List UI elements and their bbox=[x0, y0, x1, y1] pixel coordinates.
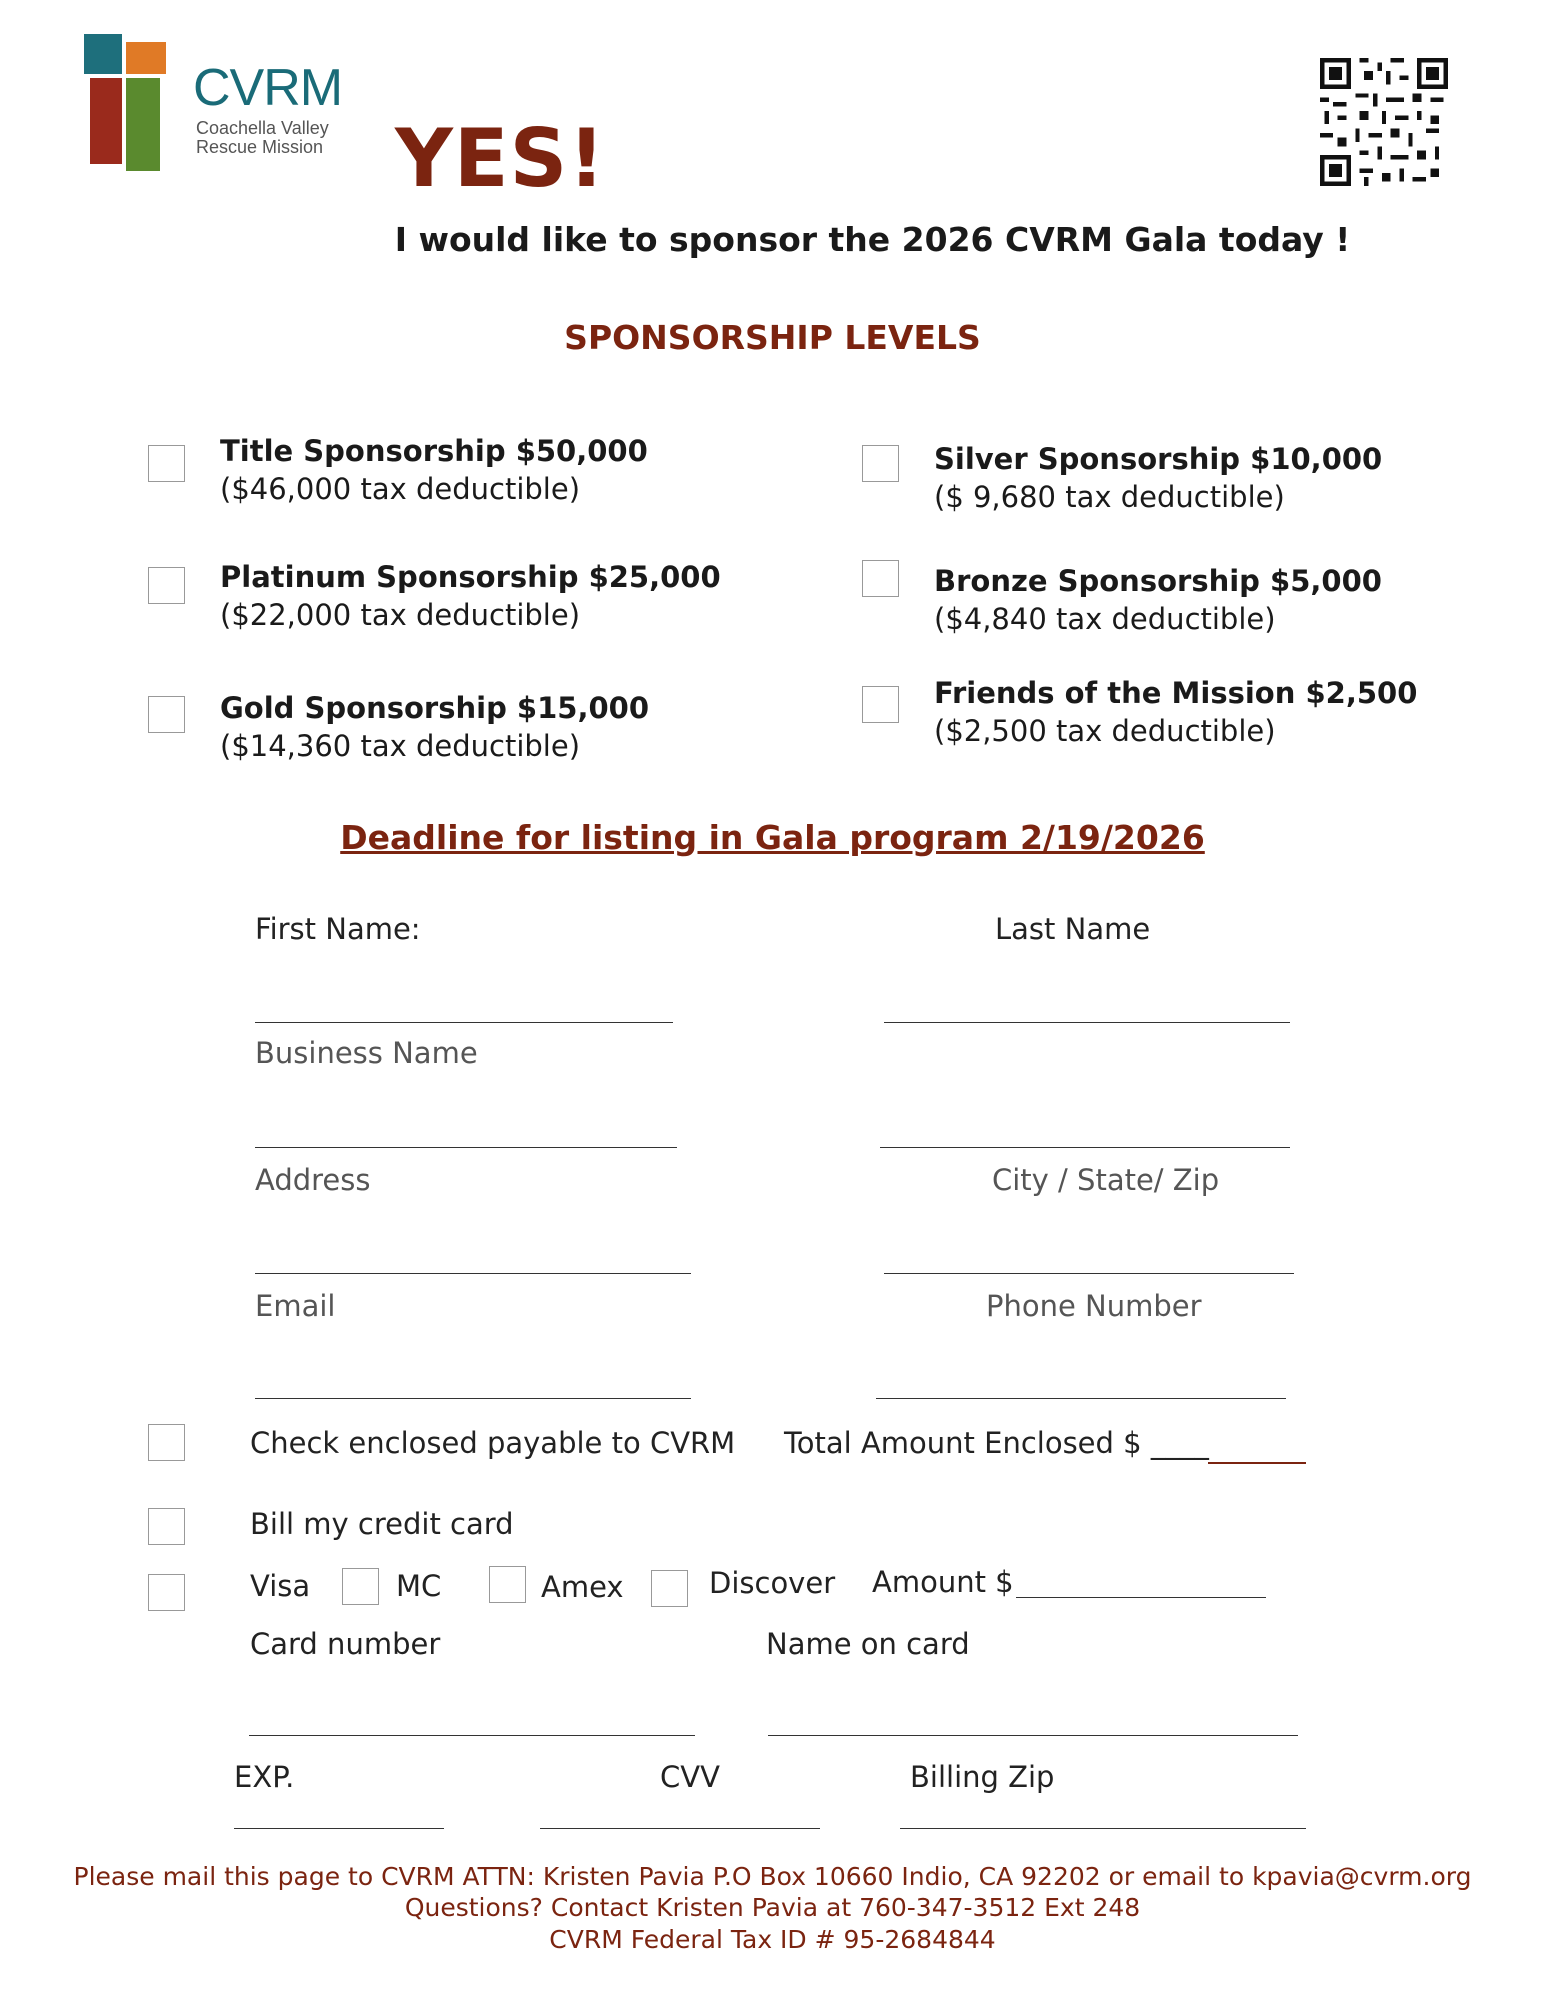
gold-sponsorship-label: Gold Sponsorship $15,000 bbox=[220, 691, 650, 725]
city-state-zip-field[interactable] bbox=[884, 1273, 1294, 1274]
cvv-field[interactable] bbox=[540, 1828, 820, 1829]
card-number-field[interactable] bbox=[249, 1735, 695, 1736]
phone-label: Phone Number bbox=[986, 1289, 1202, 1323]
amount-field[interactable] bbox=[1016, 1597, 1266, 1598]
title-sponsorship-checkbox[interactable] bbox=[148, 445, 185, 482]
title-sponsorship-tax: ($46,000 tax deductible) bbox=[220, 472, 581, 506]
logo-orange-block bbox=[126, 42, 166, 74]
gold-sponsorship-tax: ($14,360 tax deductible) bbox=[220, 729, 581, 763]
bill-credit-card-label: Bill my credit card bbox=[250, 1507, 514, 1541]
platinum-sponsorship-label: Platinum Sponsorship $25,000 bbox=[220, 560, 721, 594]
sponsor-headline: I would like to sponsor the 2026 CVRM Gala today ! bbox=[394, 220, 1351, 259]
logo-name: CVRM bbox=[193, 59, 343, 117]
business-name-label: Business Name bbox=[255, 1036, 478, 1070]
silver-sponsorship-label: Silver Sponsorship $10,000 bbox=[934, 442, 1383, 476]
visa-label: Visa bbox=[250, 1569, 311, 1603]
logo-teal-block bbox=[84, 34, 122, 74]
visa-checkbox[interactable] bbox=[148, 1574, 185, 1611]
check-enclosed-checkbox[interactable] bbox=[148, 1424, 185, 1461]
last-name-field[interactable] bbox=[884, 1022, 1290, 1023]
total-amount-field[interactable] bbox=[1208, 1462, 1306, 1464]
amex-checkbox[interactable] bbox=[489, 1566, 526, 1603]
logo-subtitle bbox=[196, 119, 329, 157]
city-state-zip-label: City / State/ Zip bbox=[992, 1163, 1220, 1197]
business-name-field-2[interactable] bbox=[880, 1147, 1290, 1148]
footer-tax-id: CVRM Federal Tax ID # 95-2684844 bbox=[549, 1925, 996, 1954]
billing-zip-field[interactable] bbox=[900, 1828, 1306, 1829]
silver-sponsorship-tax: ($ 9,680 tax deductible) bbox=[934, 480, 1285, 514]
cvrm-logo-icon bbox=[84, 34, 166, 171]
card-number-label: Card number bbox=[250, 1627, 441, 1661]
last-name-label: Last Name bbox=[995, 912, 1151, 946]
sponsorship-levels-title: SPONSORSHIP LEVELS bbox=[564, 318, 981, 357]
mc-label: MC bbox=[396, 1569, 442, 1603]
name-on-card-field[interactable] bbox=[768, 1735, 1298, 1736]
friends-of-mission-checkbox[interactable] bbox=[862, 686, 899, 723]
bill-credit-card-checkbox[interactable] bbox=[148, 1508, 185, 1545]
gold-sponsorship-checkbox[interactable] bbox=[148, 696, 185, 733]
logo-subtitle-line1: Coachella Valley bbox=[196, 118, 329, 138]
email-field[interactable] bbox=[255, 1398, 691, 1399]
total-amount-label: Total Amount Enclosed $ ____ bbox=[784, 1426, 1209, 1460]
yes-heading: YES! bbox=[395, 112, 606, 205]
platinum-sponsorship-tax: ($22,000 tax deductible) bbox=[220, 598, 581, 632]
platinum-sponsorship-checkbox[interactable] bbox=[148, 567, 185, 604]
amount-label: Amount $ bbox=[872, 1565, 1014, 1599]
mc-checkbox[interactable] bbox=[342, 1568, 379, 1605]
first-name-label: First Name: bbox=[255, 912, 421, 946]
discover-checkbox[interactable] bbox=[651, 1570, 688, 1607]
amex-label: Amex bbox=[541, 1570, 624, 1604]
logo-red-block bbox=[90, 78, 122, 164]
phone-field[interactable] bbox=[876, 1398, 1286, 1399]
discover-label: Discover bbox=[709, 1566, 836, 1600]
address-label: Address bbox=[255, 1163, 371, 1197]
logo-subtitle-line2: Rescue Mission bbox=[196, 137, 324, 157]
first-name-field[interactable] bbox=[255, 1022, 673, 1023]
footer-mail-instructions: Please mail this page to CVRM ATTN: Kristen Pavia P.O Box 10660 Indio, CA 92202 or email to kpavia@cvrm.org bbox=[73, 1862, 1472, 1891]
address-field[interactable] bbox=[255, 1273, 691, 1274]
logo-green-block bbox=[126, 78, 160, 171]
name-on-card-label: Name on card bbox=[766, 1627, 970, 1661]
title-sponsorship-label: Title Sponsorship $50,000 bbox=[220, 434, 648, 468]
exp-label: EXP. bbox=[234, 1760, 295, 1794]
bronze-sponsorship-checkbox[interactable] bbox=[862, 560, 899, 597]
billing-zip-label: Billing Zip bbox=[910, 1760, 1055, 1794]
bronze-sponsorship-label: Bronze Sponsorship $5,000 bbox=[934, 564, 1382, 598]
friends-of-mission-label: Friends of the Mission $2,500 bbox=[934, 676, 1418, 710]
cvv-label: CVV bbox=[660, 1760, 720, 1794]
deadline-notice: Deadline for listing in Gala program 2/19/2026 bbox=[340, 818, 1205, 857]
check-enclosed-label: Check enclosed payable to CVRM bbox=[250, 1426, 736, 1460]
qr-code-icon bbox=[1320, 58, 1448, 186]
silver-sponsorship-checkbox[interactable] bbox=[862, 445, 899, 482]
friends-of-mission-tax: ($2,500 tax deductible) bbox=[934, 714, 1276, 748]
bronze-sponsorship-tax: ($4,840 tax deductible) bbox=[934, 602, 1276, 636]
footer-questions-contact: Questions? Contact Kristen Pavia at 760-347-3512 Ext 248 bbox=[404, 1893, 1141, 1922]
exp-field[interactable] bbox=[234, 1828, 444, 1829]
business-name-field[interactable] bbox=[255, 1147, 677, 1148]
email-label: Email bbox=[255, 1289, 336, 1323]
